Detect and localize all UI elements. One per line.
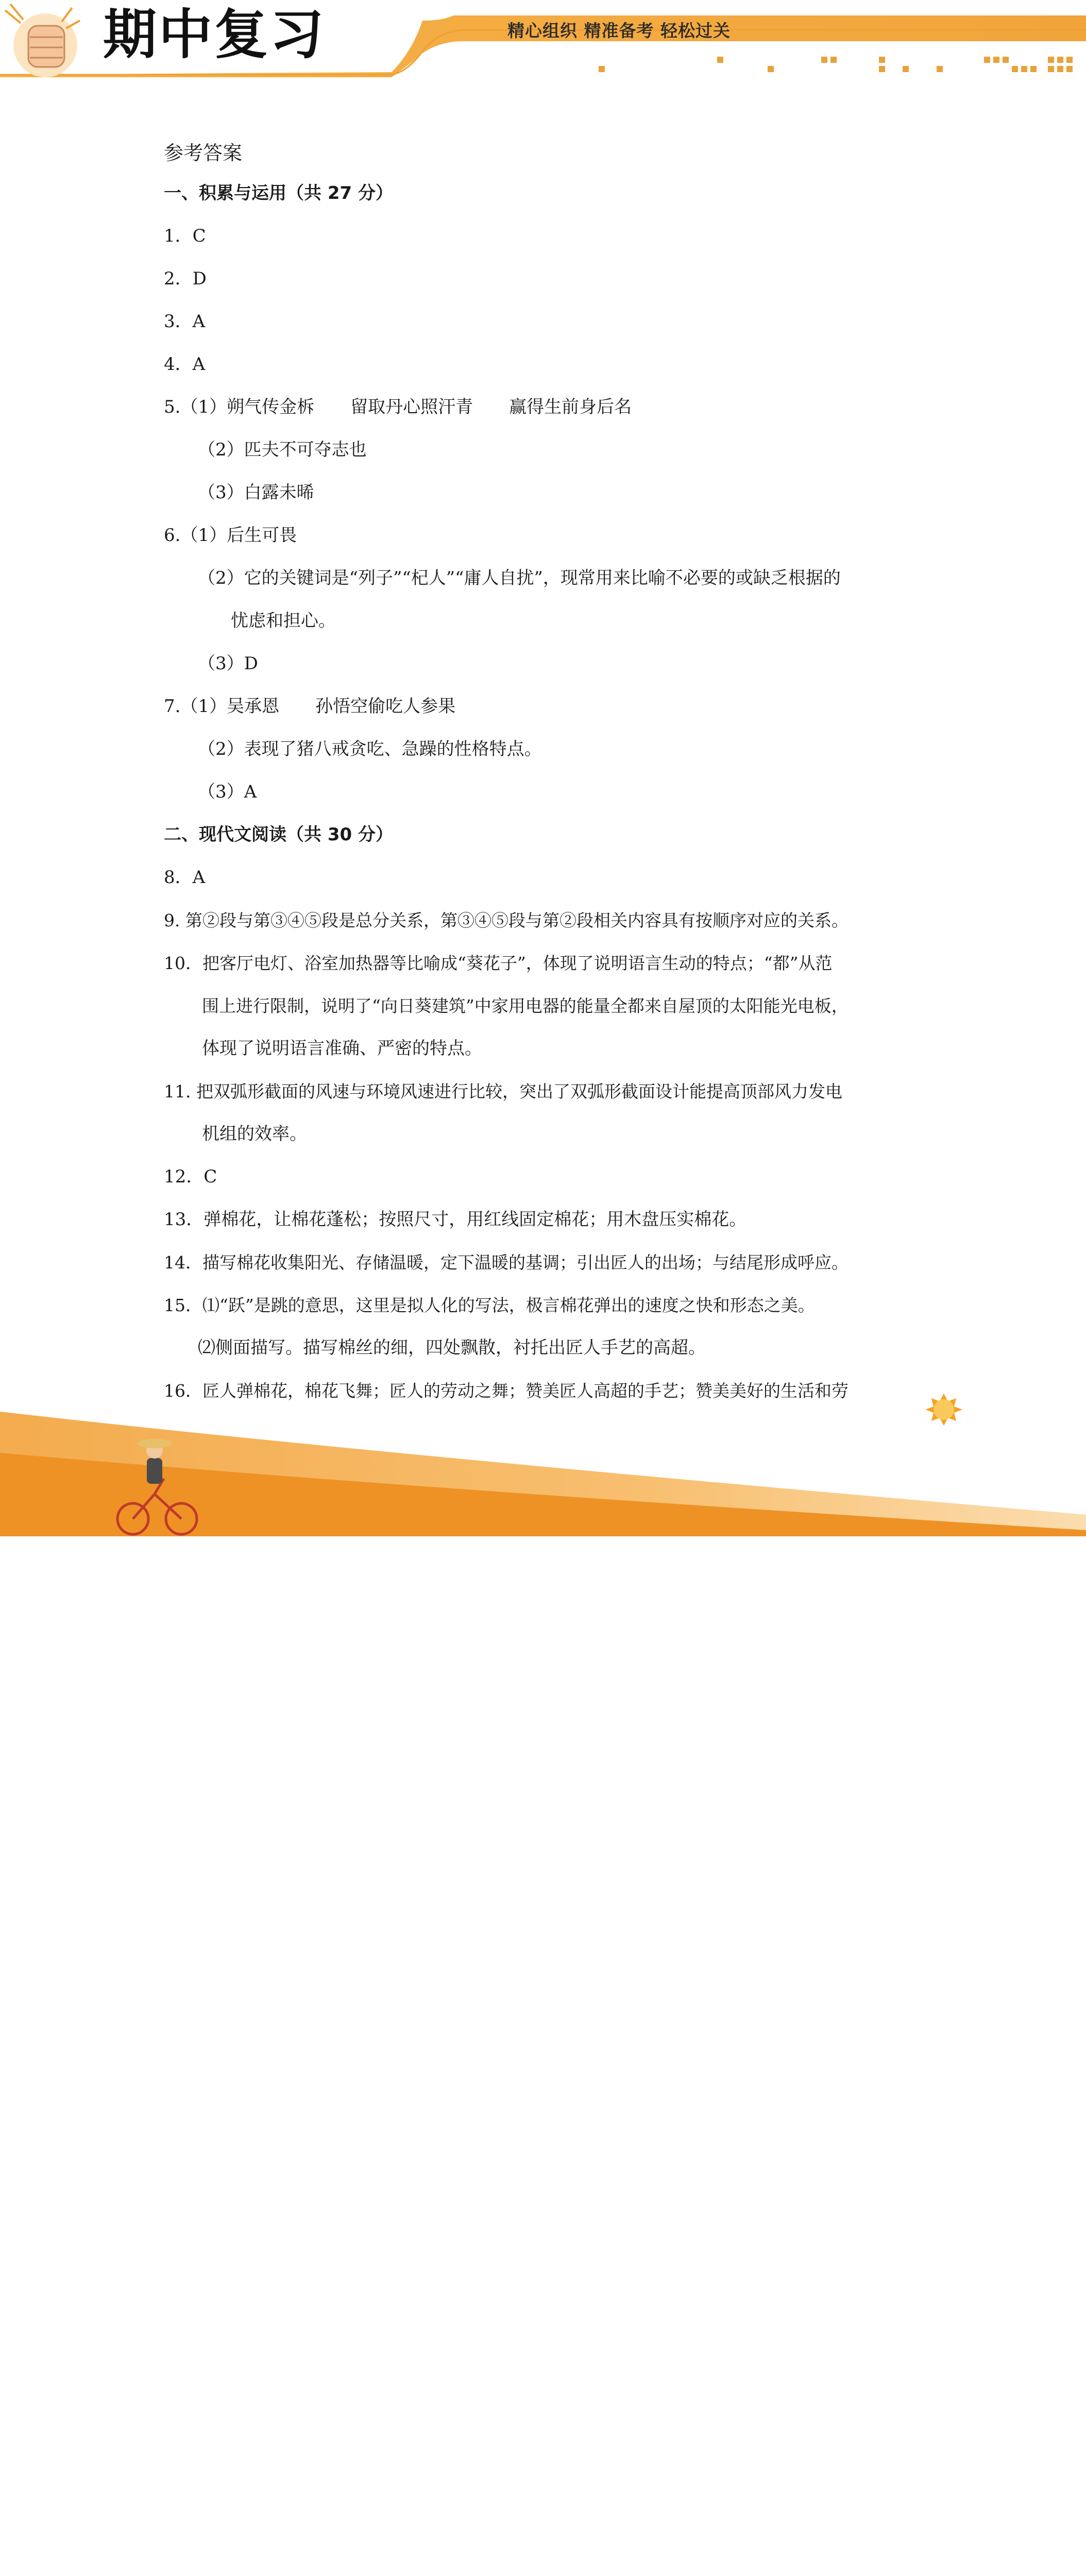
- page-footer: [0, 1391, 1086, 1536]
- page-header: [0, 0, 1086, 88]
- answer-line: 机组的效率。: [202, 1124, 307, 1144]
- answer-line: 1．C: [164, 226, 206, 246]
- answer-line: （2）匹夫不可夺志也: [198, 439, 367, 460]
- answer-line: （3）A: [198, 782, 257, 802]
- section-heading-2: 二、现代文阅读（共 30 分）: [164, 824, 393, 845]
- answer-line: 6.（1）后生可畏: [164, 525, 297, 546]
- answer-line: 体现了说明语言准确、严密的特点。: [202, 1038, 482, 1059]
- header-title: 期中复习: [103, 3, 326, 66]
- header-slogan: 精心组织 精准备考 轻松过关: [507, 21, 731, 41]
- answer-text: 留取丹心照汗青: [350, 397, 473, 417]
- answer-line: 14．描写棉花收集阳光、存储温暖，定下温暖的基调；引出匠人的出场；与结尾形成呼应。: [164, 1252, 849, 1273]
- section-heading-1: 一、积累与运用（共 27 分）: [164, 183, 393, 204]
- answer-line-q7-1: [164, 685, 937, 728]
- answer-line: 10．把客厅电灯、浴室加热器等比喻成“葵花子”，体现了说明语言生动的特点；“都”从范: [164, 953, 833, 973]
- answer-line: 12．C: [164, 1166, 217, 1187]
- answer-line: （3）D: [198, 653, 258, 674]
- answer-text: 孙悟空偷吃人参果: [315, 696, 456, 717]
- answer-line: 9. 第②段与第③④⑤段是总分关系，第③④⑤段与第②段相关内容具有按顺序对应的关系。: [164, 910, 849, 930]
- fist-icon: [5, 4, 80, 77]
- answer-line: 8．A: [164, 867, 206, 888]
- answer-line: 4．A: [164, 354, 206, 375]
- answer-line: 2．D: [164, 268, 207, 289]
- answer-key-content: [164, 135, 937, 1412]
- answer-line: 16．匠人弹棉花，棉花飞舞；匠人的劳动之舞；赞美匠人高超的手艺；赞美美好的生活和劳: [164, 1381, 849, 1401]
- answer-text: 7.（1）吴承恩: [164, 696, 280, 717]
- answer-line: 忧虑和担心。: [231, 611, 336, 631]
- answer-line: 15．⑴“跃”是跳的意思，这里是拟人化的写法，极言棉花弹出的速度之快和形态之美。: [164, 1295, 815, 1315]
- answer-line: （2）它的关键词是“列子”“杞人”“庸人自扰”，现常用来比喻不必要的或缺乏根据的: [198, 568, 841, 588]
- answer-line-q5-1: [164, 386, 937, 429]
- answer-line: （2）表现了猪八戒贪吃、急躁的性格特点。: [198, 739, 542, 759]
- answer-line: ⑵侧面描写。描写棉丝的细，四处飘散，衬托出匠人手艺的高超。: [198, 1337, 706, 1358]
- answer-text: 5.（1）朔气传金柝: [164, 397, 315, 417]
- answer-line: 11. 把双弧形截面的风速与环境风速进行比较，突出了双弧形截面设计能提高顶部风力发电: [164, 1081, 842, 1101]
- footer-wave-graphic: [0, 1391, 1086, 1536]
- document-title: 参考答案: [164, 142, 243, 164]
- answer-line: 13．弹棉花，让棉花蓬松；按照尺寸，用红线固定棉花；用木盘压实棉花。: [164, 1209, 747, 1230]
- answer-line: 3．A: [164, 311, 206, 332]
- answer-text: 赢得生前身后名: [509, 397, 632, 417]
- sun-badge-icon: [925, 1394, 962, 1426]
- answer-line: 围上进行限制，说明了“向日葵建筑”中家用电器的能量全都来自屋顶的太阳能光电板，: [202, 996, 849, 1016]
- answer-line: （3）白露未晞: [198, 482, 314, 503]
